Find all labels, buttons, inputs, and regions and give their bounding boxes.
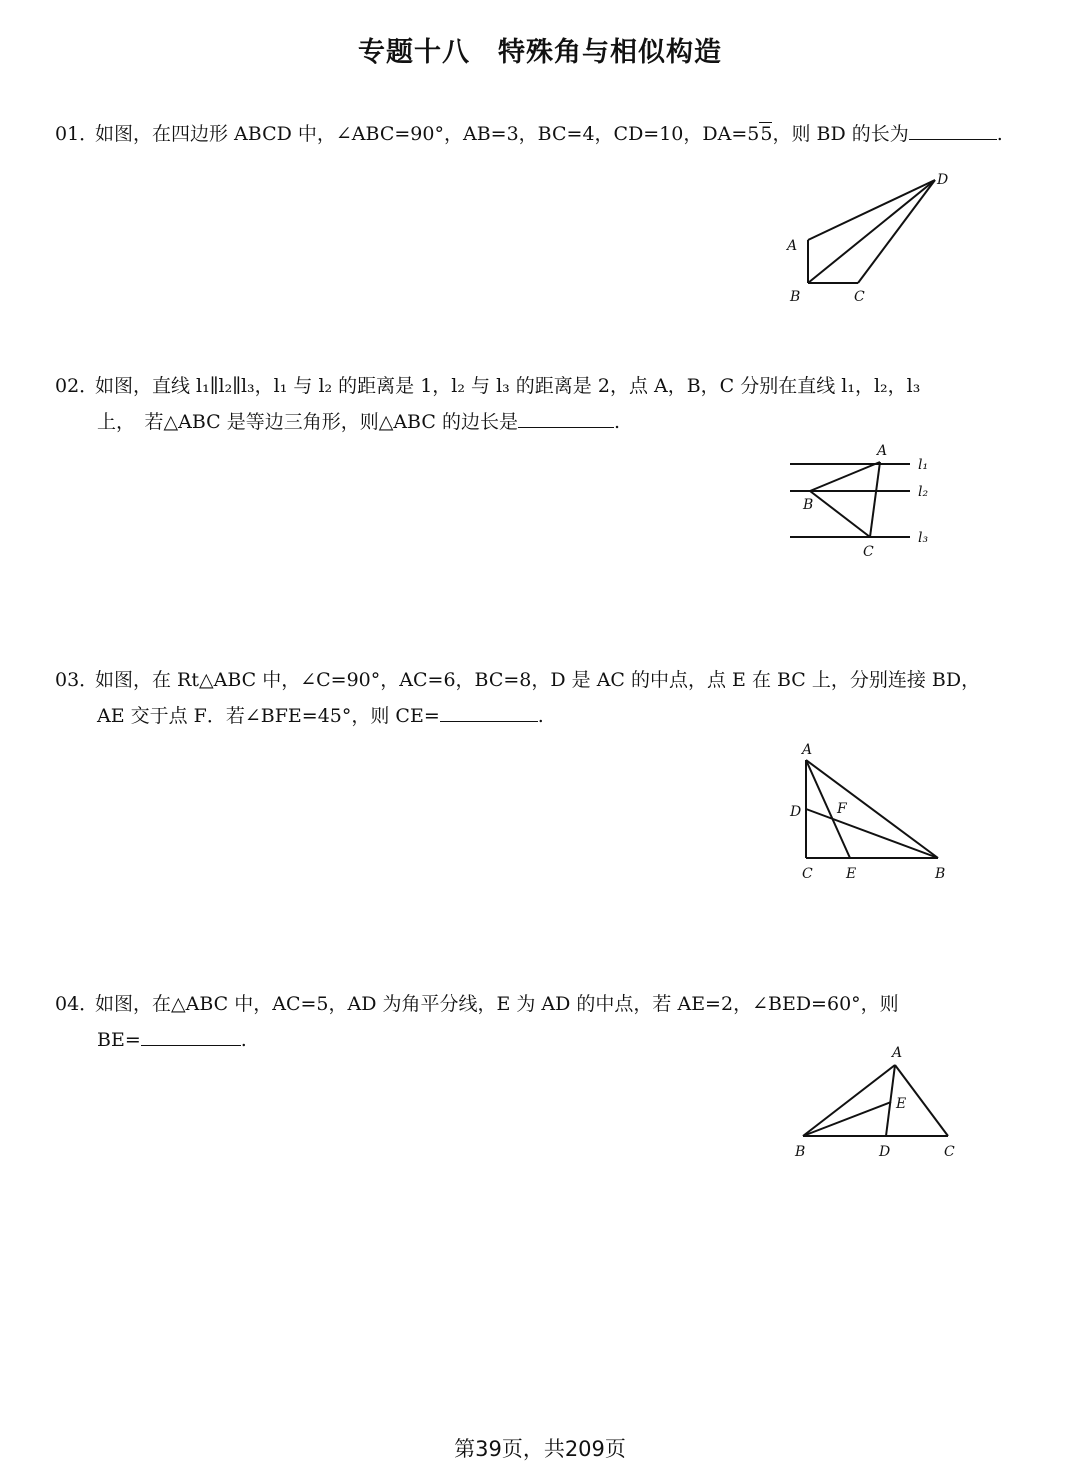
page-footer: 第39页，共209页 — [454, 1437, 626, 1461]
problem-text-line2: 上， 若△ABC 是等边三角形，则△ABC 的边长是 — [97, 411, 518, 433]
label-C: C — [802, 866, 813, 882]
segment-AC — [870, 462, 880, 537]
label-A: A — [892, 1045, 903, 1061]
sentence-end: . — [613, 411, 620, 433]
label-l2: l₂ — [918, 484, 929, 500]
label-B: B — [935, 866, 946, 882]
answer-blank[interactable] — [909, 121, 997, 140]
problem-3 — [55, 662, 1015, 734]
problem-2 — [55, 368, 1015, 440]
label-C: C — [863, 544, 874, 560]
label-B: B — [790, 289, 801, 305]
problem-number: 01． — [55, 123, 99, 145]
label-A: A — [877, 443, 888, 459]
page-title: 专题十八 特殊角与相似构造 — [358, 37, 722, 68]
label-D: D — [879, 1144, 891, 1160]
sentence-end: . — [996, 123, 1003, 145]
sentence-end: . — [240, 1029, 247, 1051]
label-D: D — [937, 172, 949, 188]
figure-4 — [785, 1040, 975, 1174]
segment-DB — [806, 809, 938, 858]
segment-AD — [886, 1065, 895, 1136]
problem-text-line2: BE= — [97, 1029, 141, 1051]
segment-BE — [803, 1102, 891, 1136]
label-F: F — [837, 801, 847, 817]
problem-text: 如图，直线 l₁∥l₂∥l₃，l₁ 与 l₂ 的距离是 1，l₂ 与 l₃ 的距离是 2，点 A，B，C 分别在直线 l₁，l₂，l₃ — [95, 375, 921, 397]
segment-AB — [803, 1065, 895, 1136]
problem-text: 如图，在 Rt△ABC 中，∠C=90°，AC=6，BC=8，D 是 AC 的中点，点 E 在 BC 上，分别连接 BD， — [95, 669, 981, 691]
label-C: C — [944, 1144, 955, 1160]
problem-text-tail: ，则 BD 的长为 — [772, 123, 909, 145]
label-B: B — [795, 1144, 806, 1160]
label-l1: l₁ — [918, 457, 929, 473]
sqrt-radicand: 5 — [760, 123, 773, 145]
segment-AB — [810, 462, 880, 491]
figure-2 — [785, 440, 955, 574]
label-l3: l₃ — [918, 530, 929, 546]
label-B: B — [803, 497, 814, 513]
answer-blank[interactable] — [141, 1027, 241, 1046]
problem-text: 如图，在△ABC 中，AC=5，AD 为角平分线，E 为 AD 的中点，若 AE=2，∠BED=60°，则 — [95, 993, 899, 1015]
sentence-end: . — [537, 705, 544, 727]
label-D: D — [790, 804, 802, 820]
answer-blank[interactable] — [440, 703, 538, 722]
problem-text-line2: AE 交于点 F．若∠BFE=45°，则 CE= — [97, 705, 440, 727]
label-E: E — [896, 1096, 907, 1112]
problem-number: 04． — [55, 993, 99, 1015]
problem-number: 02． — [55, 375, 99, 397]
figure-1 — [770, 165, 970, 314]
label-A: A — [787, 238, 798, 254]
problem-text: 如图，在四边形 ABCD 中，∠ABC=90°，AB=3，BC=4，CD=10，DA=5 — [95, 123, 760, 145]
segment-CD — [858, 180, 935, 283]
figure-3 — [780, 738, 970, 892]
label-A: A — [802, 742, 813, 758]
answer-blank[interactable] — [518, 409, 614, 428]
segment-AB — [806, 760, 938, 858]
problem-number: 03． — [55, 669, 99, 691]
label-C: C — [854, 289, 865, 305]
label-E: E — [846, 866, 857, 882]
problem-1 — [55, 116, 1015, 152]
segment-BC — [810, 491, 870, 537]
